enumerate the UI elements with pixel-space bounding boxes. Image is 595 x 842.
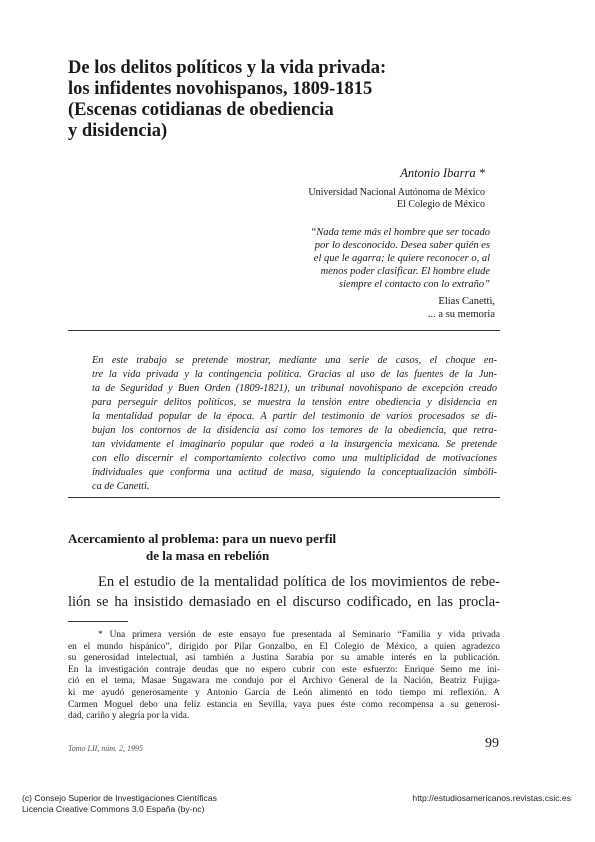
epigraph-signature xyxy=(428,295,495,321)
epigraph-line: “Nada teme más el hombre que ser tocado xyxy=(310,227,490,238)
title-line: los infidentes novohispanos, 1809-1815 xyxy=(68,79,373,99)
abstract xyxy=(92,354,497,494)
epigraph-line: el que le agarra; le quiere reconocer o, al xyxy=(313,253,490,264)
abstract-line: individuales que conforma una actitud de masa, siguiendo la conceptualización simbóli- xyxy=(92,467,497,478)
body-line: lión se ha insistido demasiado en el discurso codificado, en las procla- xyxy=(68,594,500,610)
footnote-line: dad, cariño y alegría por la vida. xyxy=(68,711,190,722)
license-line: Licencia Creative Commons 3.0 España (by-nc) xyxy=(22,804,205,814)
abstract-line: tan vividamente el imaginario popular que rodeó a la insurgencia mexicana. Se pretende xyxy=(92,439,497,450)
epigraph-line: siempre el contacto con lo extraño” xyxy=(339,279,490,290)
copyright-line: (c) Consejo Superior de Investigaciones Científicas xyxy=(22,793,217,803)
footnote-line: En la investigación contraje deudas que no espero cubrir con este esfuerzo: Enrique Semo me ini- xyxy=(68,664,500,675)
page-number: 99 xyxy=(485,736,499,751)
title-line: y disidencia) xyxy=(68,121,168,141)
epigraph xyxy=(258,226,490,291)
author-name: Antonio Ibarra * xyxy=(400,166,485,180)
body-line: En el estudio de la mentalidad política de los movimientos de rebe- xyxy=(98,574,500,590)
section-heading-line: de la masa en rebelión xyxy=(146,548,270,563)
abstract-line: tre la vida privada y la contingencia política. Gracias al uso de las fuentes de la Jun- xyxy=(92,369,497,380)
epigraph-line: menos poder clasificar. El hombre elude xyxy=(320,266,490,277)
section-heading-line: Acercamiento al problema: para un nuevo perfil xyxy=(68,531,337,546)
abstract-line: ca de Canetti. xyxy=(92,481,150,492)
affiliation: El Colegio de México xyxy=(396,199,485,210)
abstract-line: para perseguir delitos políticos, se muestra la tensión entre obediencia y disidencia en xyxy=(92,397,497,408)
section-heading xyxy=(68,530,336,564)
affiliation: Universidad Nacional Autónoma de México xyxy=(308,187,485,198)
abstract-line: bujan los contornos de la disidencia así como los temores de la obediencia, que retra- xyxy=(92,425,497,436)
footnote-divider xyxy=(68,621,128,622)
abstract-line: con ello discernir el comportamiento colectivo como una multiplicidad de motivaciones xyxy=(92,453,497,464)
epigraph-author: Elías Canetti, xyxy=(438,296,495,307)
journal-reference: Tomo LII, núm. 2, 1995 xyxy=(68,744,144,753)
footnote xyxy=(68,630,500,723)
license-notice xyxy=(22,793,217,815)
footnote-line: ció en el tema, Masae Sugawara me condujo por el Archivo General de la Nación, Beatriz Fujiga- xyxy=(68,676,500,687)
footnote-line: Carmen Moguel debo una feliz estancia en Sevilla, vaya pues éste como recompensa a su generosi- xyxy=(68,699,500,710)
author-block xyxy=(308,166,485,211)
article-title xyxy=(68,58,488,142)
title-line: (Escenas cotidianas de obediencia xyxy=(68,100,334,120)
epigraph-dedication: ... a su memoria xyxy=(427,309,495,320)
journal-url[interactable]: http://estudiosamericanos.revistas.csic.es xyxy=(412,793,571,803)
body-paragraph xyxy=(68,572,500,612)
abstract-line: la mentalidad popular de la época. A partir del testimonio de varios procesados se di- xyxy=(92,411,497,422)
abstract-line: En este trabajo se pretende mostrar, mediante una serie de casos, el choque en- xyxy=(92,355,497,366)
divider xyxy=(68,497,500,498)
footnote-line: * Una primera versión de este ensayo fue presentada al Seminario “Familia y vida privada xyxy=(98,630,500,640)
footnote-line: su generosidad intelectual, así también a Justina Sarabia por su amable interés en la publicación. xyxy=(68,653,500,664)
epigraph-line: por lo desconocido. Desea saber quién es xyxy=(314,240,490,251)
title-line: De los delitos políticos y la vida privada: xyxy=(68,58,387,78)
divider xyxy=(68,330,500,331)
footnote-line: en el mundo hispánico”, dirigido por Pilar Gonzalbo, en El Colegio de México, a quien agradezco xyxy=(68,641,500,652)
footnote-line: ki me ayudó generosamente y Antonio García de León alimentó en todo tiempo mi reflexión. A xyxy=(68,687,500,698)
abstract-line: ta de Seguridad y Buen Orden (1809-1821), un tribunal novohispano de excepción creado xyxy=(92,383,497,394)
